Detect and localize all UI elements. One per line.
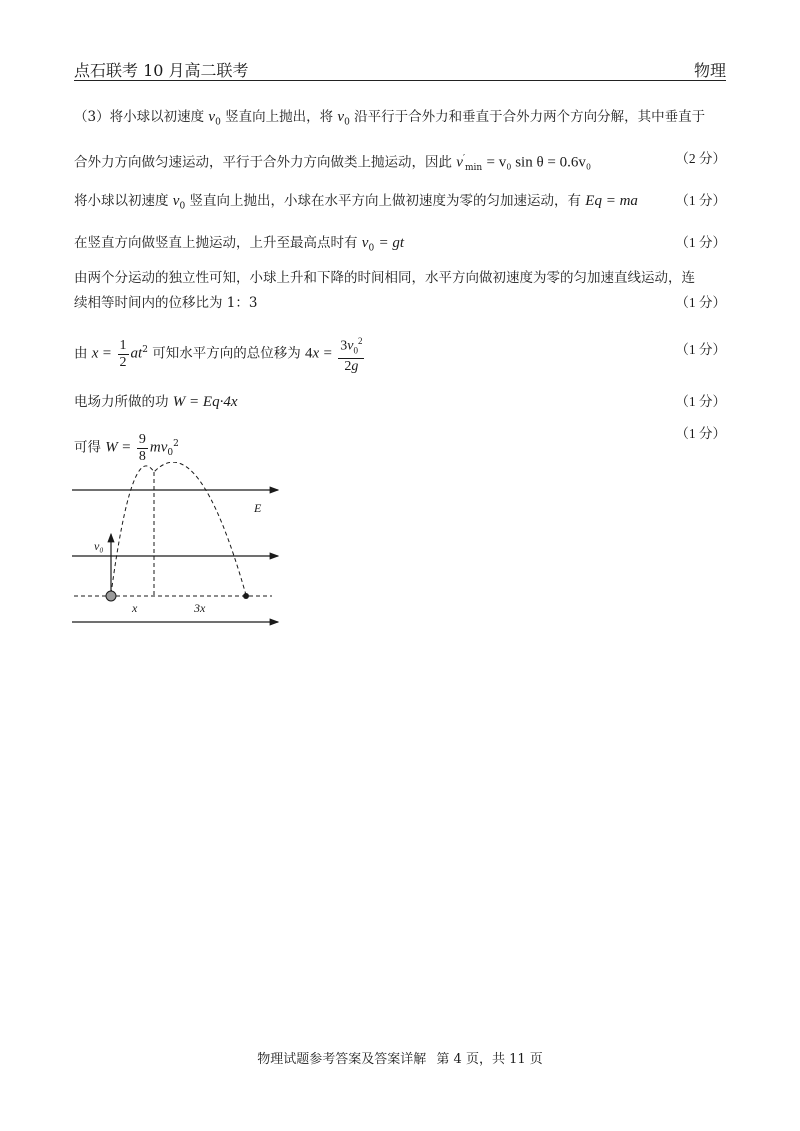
- page-footer: [0, 1048, 800, 1067]
- solution-line-8: 电场力所做的功 W = Eq·4x （1 分）: [74, 391, 726, 413]
- score: （1 分）: [675, 193, 726, 208]
- ball-start: [106, 591, 116, 601]
- header-title: 点石联考 10 月高二联考: [74, 61, 249, 80]
- vmin-formula: = v₀ sin θ = 0.6v₀: [486, 154, 592, 171]
- trajectory: [111, 462, 246, 595]
- ball-end: [243, 593, 249, 599]
- fraction-displacement: $\frac{3v_0^2}{2g}$: [338, 333, 364, 375]
- velocity-formula: = gt: [378, 235, 405, 251]
- label-v0: v₀: [94, 539, 104, 553]
- score: （1 分）: [675, 342, 726, 357]
- solution-line-6: 续相等时间内的位移比为 1：3 （1 分）: [74, 292, 726, 314]
- work-formula: W = Eq·4x: [172, 394, 238, 410]
- force-formula: Eq = ma: [585, 193, 638, 209]
- footer-title: 物理试题参考答案及答案详解: [257, 1052, 427, 1067]
- label-E: E: [254, 501, 262, 515]
- fraction-one-half: $\frac{1}{2}$: [119, 337, 127, 370]
- header-rule: [74, 80, 726, 81]
- solution-line-4: 在竖直方向做竖直上抛运动，上升至最高点时有 $v_0$ = gt （1 分）: [74, 232, 726, 254]
- score: （1 分）: [675, 235, 726, 250]
- label-3x: 3x: [194, 601, 206, 615]
- solution-line-2: 合外力方向做匀速运动，平行于合外力方向做类上抛运动，因此 $v'_{min} = v_0$ sin θ = 0.6v₀ （2 分）: [74, 148, 726, 170]
- score: （1 分）: [675, 426, 726, 441]
- motion-diagram: [66, 462, 286, 632]
- score: （1 分）: [675, 295, 726, 310]
- score: （1 分）: [675, 394, 726, 409]
- label-x: x: [132, 601, 138, 615]
- footer-page: 第 4 页，共 11 页: [436, 1052, 543, 1067]
- fraction-nine-eighths: $\frac{9}{8}$: [138, 431, 146, 464]
- solution-line-5: 由两个分运动的独立性可知，小球上升和下降的时间相同，水平方向做初速度为零的匀加速直线运动，连: [74, 270, 695, 286]
- solution-line-7: 由 x = $\frac{1}{2}$ $at^2$ 可知水平方向的总位移为 4x = $\frac{3v_0^2}{2g}$ （1 分）: [74, 330, 726, 370]
- score: （2 分）: [675, 151, 726, 166]
- solution-line-9: 可得 W = $\frac{9}{8}$ $mv_0^2$ （1 分）: [74, 424, 726, 464]
- header-subject: 物理: [693, 61, 726, 80]
- solution-line-3: 将小球以初速度 $v_0$ 竖直向上抛出，小球在水平方向上做初速度为零的匀加速运动，有 Eq = ma （1 分）: [74, 190, 726, 212]
- solution-line-1: （3）将小球以初速度 $v_0$ 竖直向上抛出，将 $v_0$ 沿平行于合外力和垂直于合外力两个方向分解，其中垂直于: [74, 109, 706, 128]
